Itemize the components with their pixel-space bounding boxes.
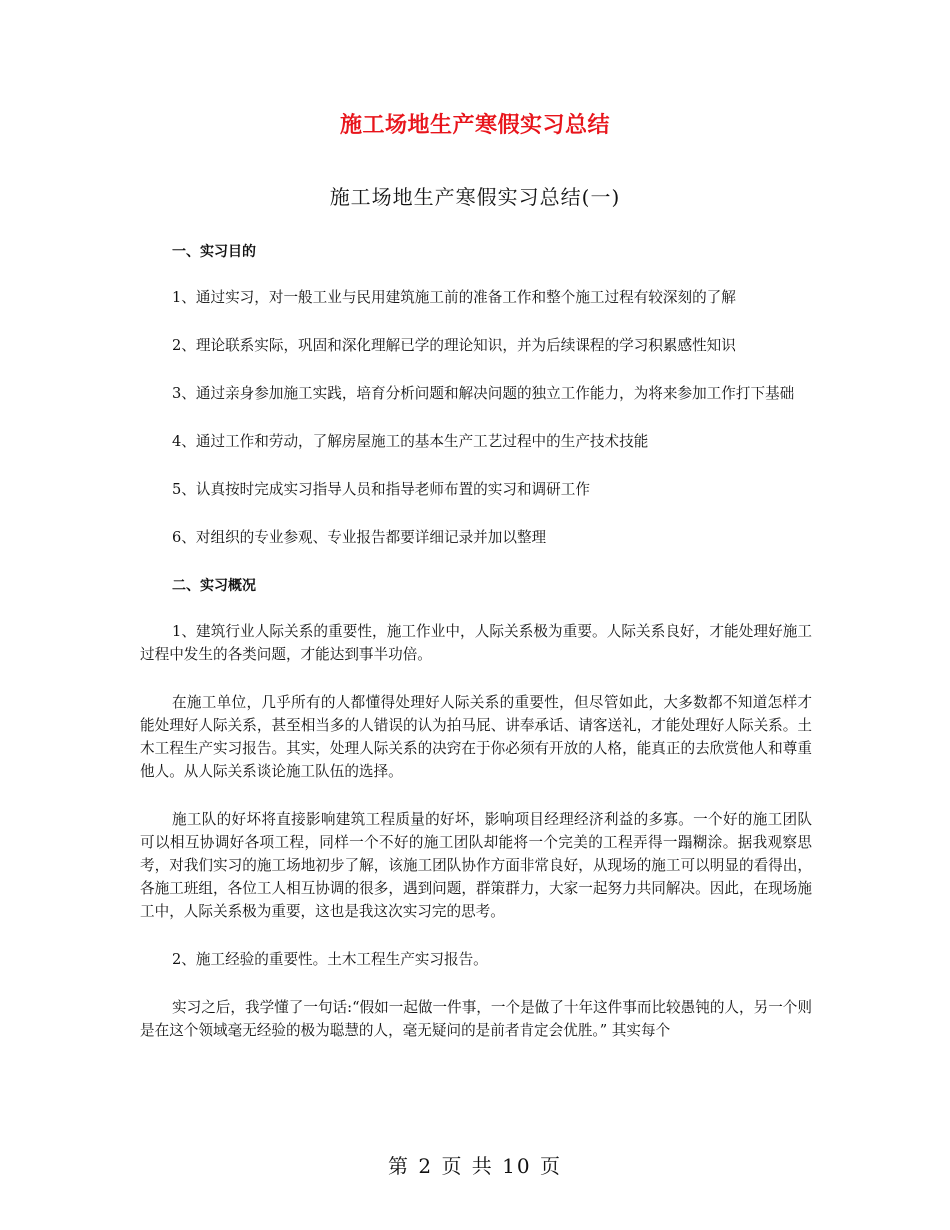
document-title: 施工场地生产寒假实习总结	[339, 113, 610, 138]
document-body	[140, 240, 812, 1067]
paragraph: 实习之后，我学懂了一句话:“假如一起做一件事，一个是做了十年这件事而比较愚钝的人，另一个则是在这个领域毫无经验的极为聪慧的人，毫无疑问的是前者肯定会优胜。” 其实每个	[140, 999, 812, 1039]
paragraph: 5、认真按时完成实习指导人员和指导老师布置的实习和调研工作	[172, 481, 590, 498]
paragraph: 2、施工经验的重要性。土木工程生产实习报告。	[172, 951, 488, 968]
section-subtitle: 施工场地生产寒假实习总结(一)	[329, 185, 621, 209]
paragraph: 施工队的好坏将直接影响建筑工程质量的好坏，影响项目经理经济利益的多寡。一个好的施工团队可以相互协调好各项工程，同样一个不好的施工团队却能将一个完美的工程弄得一蹋糊涂。据我观察思考，对我们实习的施工场地初步了解，该施工团队协作方面非常良好，从现场的施工可以明显的看得出，各施工班组，各位工人相互协调的很多，遇到问题，群策群力，大家一起努力共同解决。因此，在现场施工中，人际关系极为重要，这也是我这次实习完的思考。	[140, 811, 812, 920]
paragraph: 4、通过工作和劳动，了解房屋施工的基本生产工艺过程中的生产技术技能	[172, 433, 649, 450]
paragraph: 3、通过亲身参加施工实践，培育分析问题和解决问题的独立工作能力，为将来参加工作打下基础	[172, 385, 795, 402]
paragraph: 6、对组织的专业参观、专业报告都要详细记录并加以整理	[172, 529, 547, 546]
page-number-footer: 第 2 页 共 10 页	[388, 1154, 562, 1178]
heading-internship-overview: 二、实习概况	[172, 578, 256, 594]
heading-internship-purpose: 一、实习目的	[172, 244, 256, 260]
paragraph: 在施工单位，几乎所有的人都懂得处理好人际关系的重要性，但尽管如此，大多数都不知道怎样才能处理好人际关系，甚至相当多的人错误的认为拍马屁、讲奉承话、请客送礼，才能处理好人际关系。土木工程生产实习报告。其实，处理人际关系的决窍在于你必须有开放的人格，能真正的去欣赏他人和尊重他人。从人际关系谈论施工队伍的选择。	[140, 694, 812, 780]
paragraph: 2、理论联系实际，巩固和深化理解已学的理论知识，并为后续课程的学习积累感性知识	[172, 337, 736, 354]
paragraph: 1、建筑行业人际关系的重要性，施工作业中，人际关系极为重要。人际关系良好，才能处理好施工过程中发生的各类问题，才能达到事半功倍。	[140, 623, 812, 663]
paragraph: 1、通过实习，对一般工业与民用建筑施工前的准备工作和整个施工过程有较深刻的了解	[172, 289, 736, 306]
